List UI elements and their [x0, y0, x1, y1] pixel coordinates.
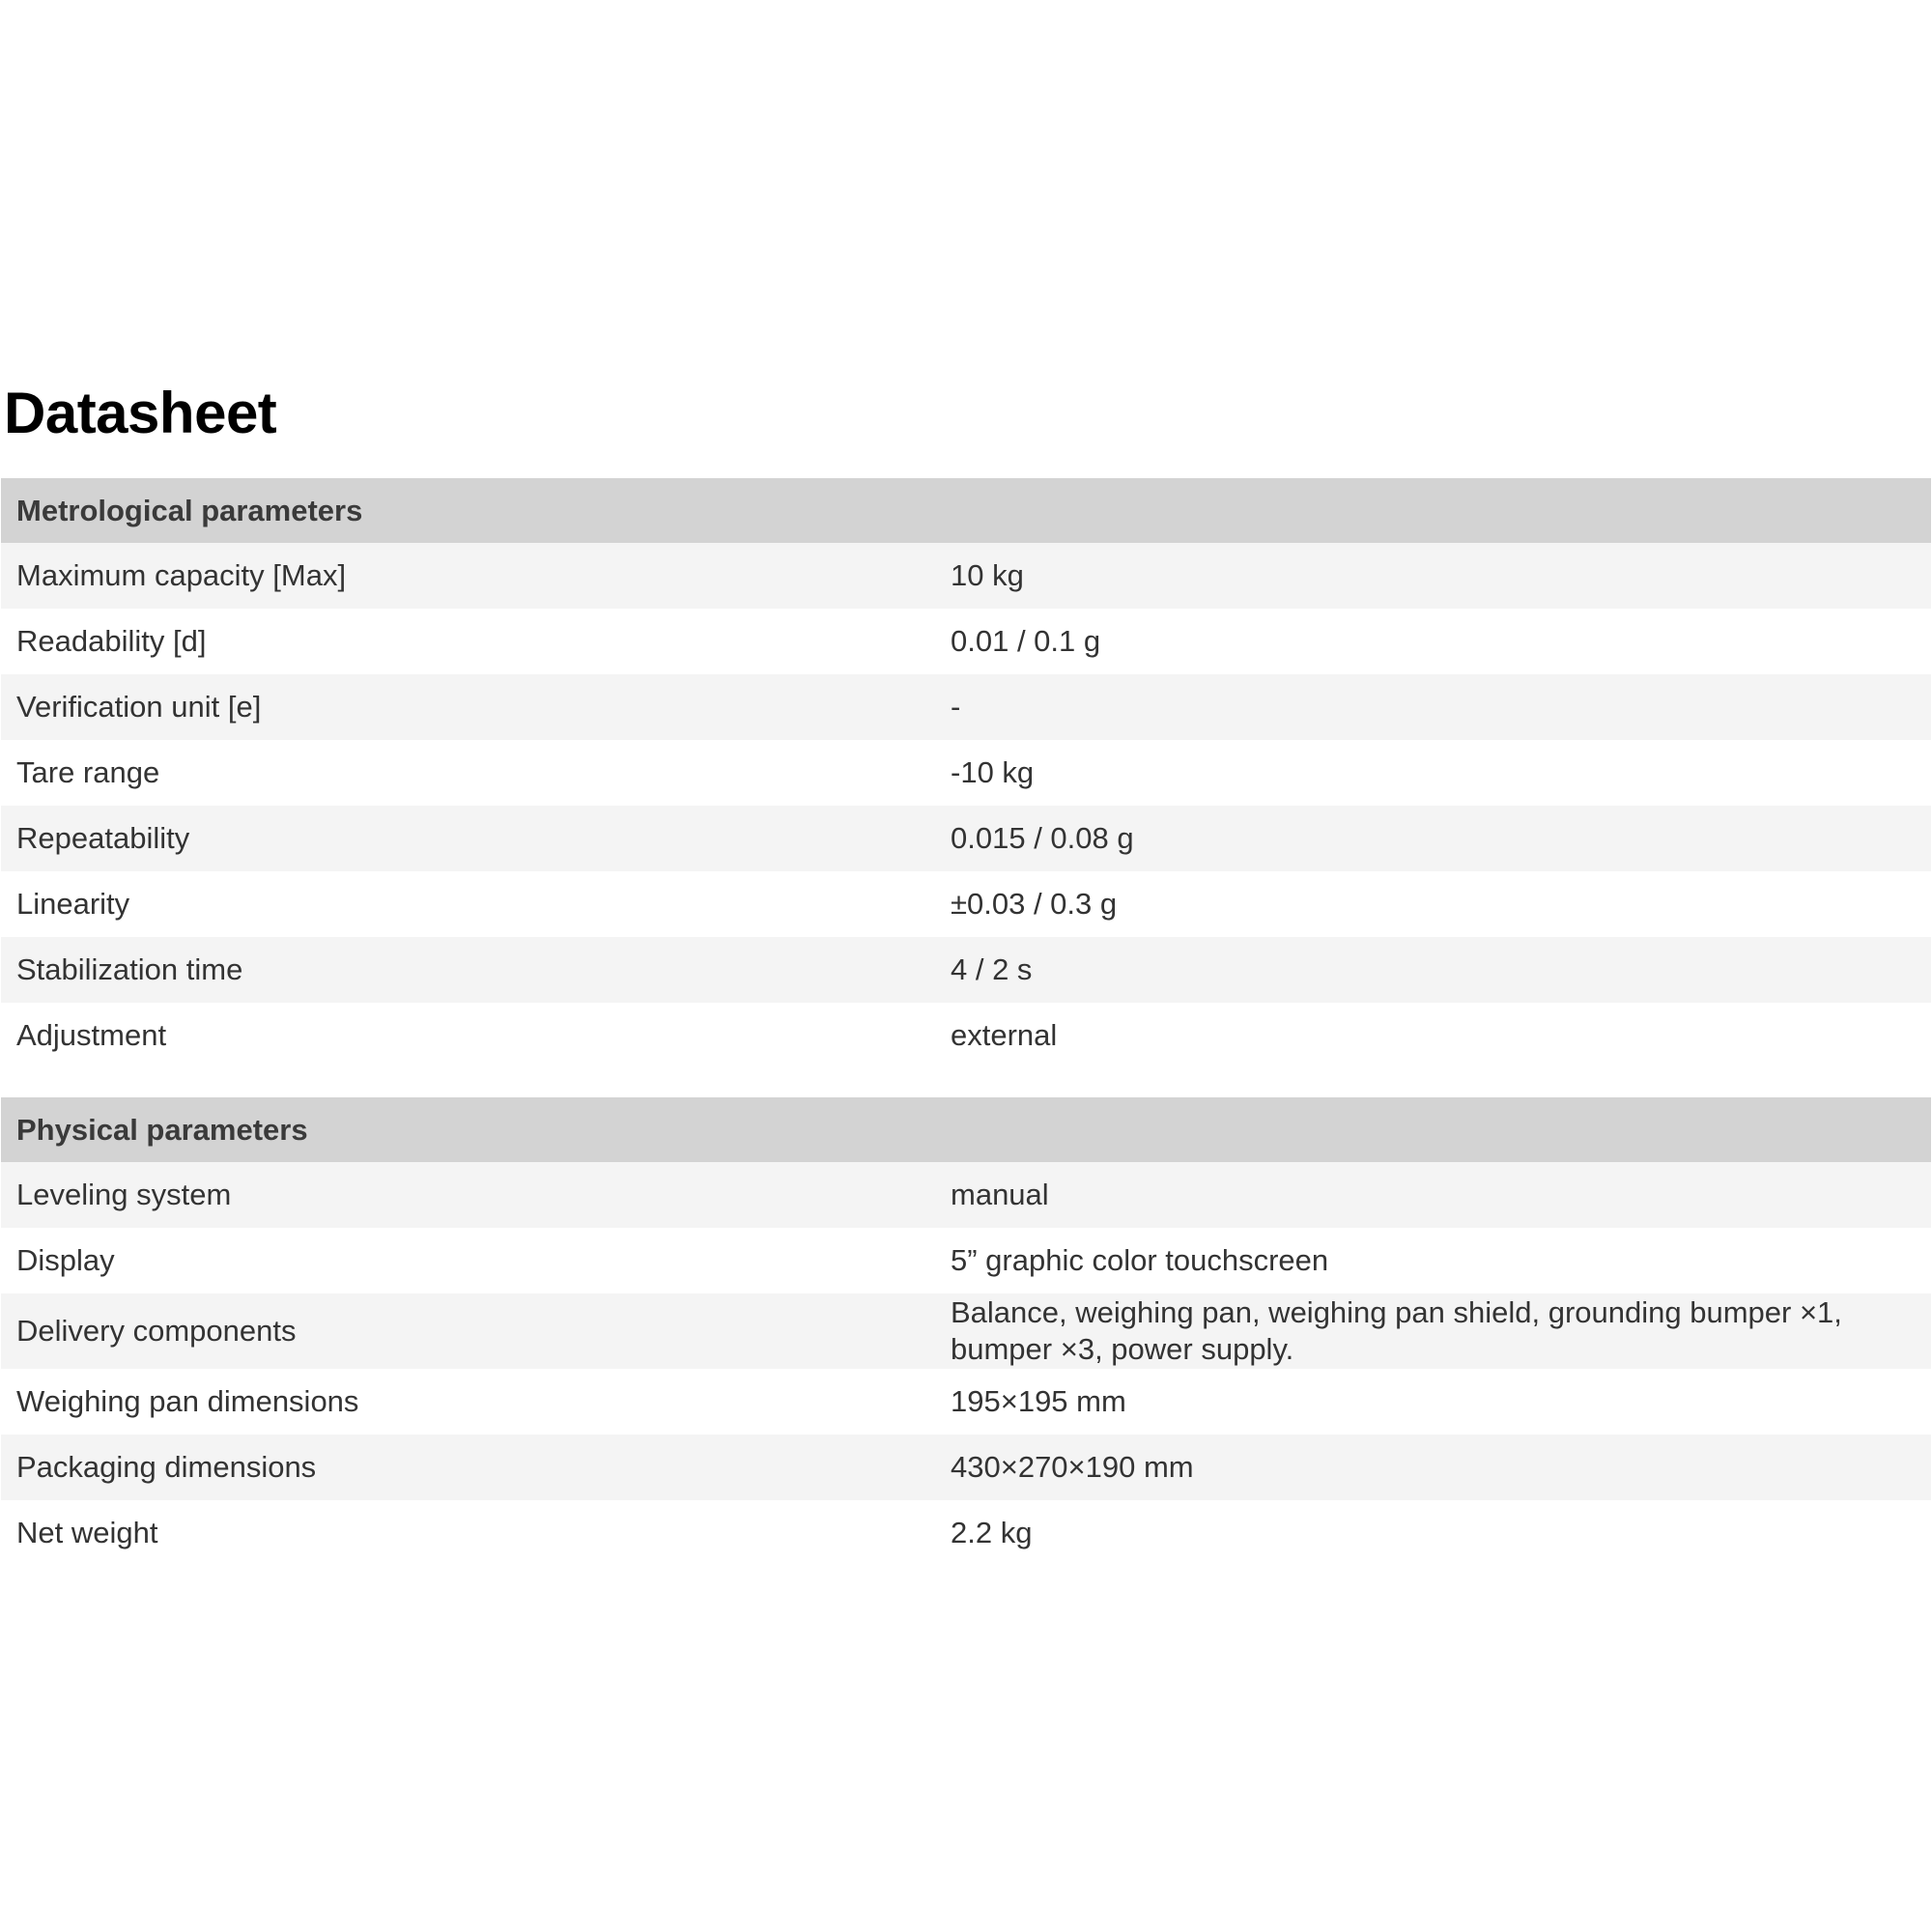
table-row	[1, 937, 1931, 1003]
section-header: Physical parameters	[1, 1097, 1931, 1162]
table-row	[1, 1435, 1931, 1500]
section-header: Metrological parameters	[1, 478, 1931, 543]
row-value: 2.2 kg	[951, 1516, 1033, 1549]
row-value: 4 / 2 s	[951, 952, 1033, 986]
page-title: Datasheet	[4, 381, 277, 445]
row-label: Linearity	[16, 887, 130, 921]
table-row	[1, 1228, 1931, 1293]
row-value: 0.015 / 0.08 g	[951, 821, 1134, 855]
row-label: Net weight	[16, 1516, 158, 1549]
table-row	[1, 1162, 1931, 1228]
table-body	[1, 1162, 1931, 1566]
row-value: 195×195 mm	[951, 1384, 1126, 1418]
row-value: 5” graphic color touchscreen	[951, 1243, 1329, 1277]
table-row	[1, 674, 1931, 740]
table-row	[1, 871, 1931, 937]
metrological-parameters-table	[1, 478, 1931, 1068]
row-value: Balance, weighing pan, weighing pan shield, grounding bumper ×1, bumper ×3, power supply.	[951, 1295, 1842, 1366]
row-label: Adjustment	[16, 1018, 167, 1052]
row-label: Weighing pan dimensions	[16, 1384, 359, 1418]
table-row	[1, 806, 1931, 871]
row-label: Stabilization time	[16, 952, 243, 986]
row-label: Delivery components	[16, 1314, 297, 1348]
row-value: 430×270×190 mm	[951, 1450, 1194, 1484]
row-label: Repeatability	[16, 821, 190, 855]
row-value: ±0.03 / 0.3 g	[951, 887, 1118, 921]
table-row	[1, 740, 1931, 806]
table-row	[1, 1369, 1931, 1435]
table-body	[1, 543, 1931, 1068]
physical-parameters-table	[1, 1097, 1931, 1566]
row-label: Tare range	[16, 755, 160, 789]
row-value: -10 kg	[951, 755, 1035, 789]
table-row	[1, 543, 1931, 609]
row-label: Readability [d]	[16, 624, 207, 658]
row-value: -	[951, 690, 961, 724]
table-row	[1, 1293, 1931, 1369]
row-value: 0.01 / 0.1 g	[951, 624, 1101, 658]
row-label: Maximum capacity [Max]	[16, 558, 347, 592]
row-value: manual	[951, 1178, 1049, 1211]
row-value: external	[951, 1018, 1058, 1052]
table-row	[1, 1500, 1931, 1566]
table-row	[1, 1003, 1931, 1068]
row-label: Verification unit [e]	[16, 690, 262, 724]
row-label: Display	[16, 1243, 115, 1277]
table-row	[1, 609, 1931, 674]
row-label: Packaging dimensions	[16, 1450, 317, 1484]
row-label: Leveling system	[16, 1178, 232, 1211]
row-value: 10 kg	[951, 558, 1024, 592]
